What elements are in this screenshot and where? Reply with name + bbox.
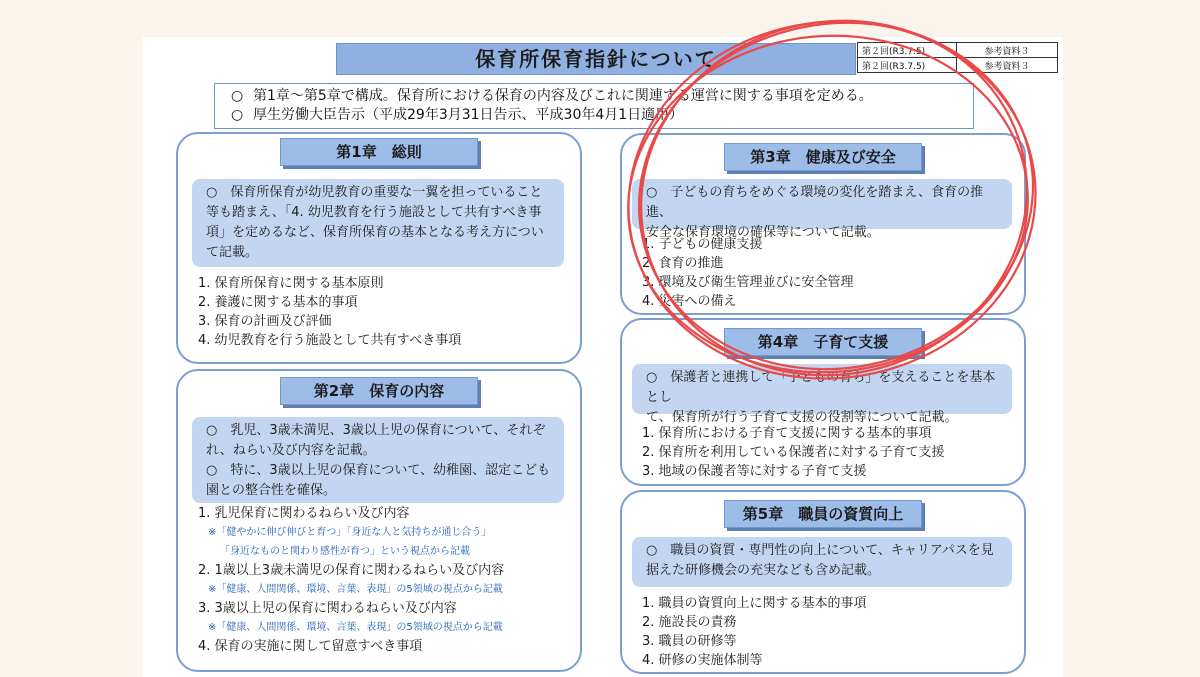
list-item: 3. 地域の保護者等に対する子育て支援 <box>642 464 867 479</box>
chapter-2-description <box>192 417 564 503</box>
intro-text: 厚生労働大臣告示（平成29年3月31日告示、平成30年4月1日適用） <box>253 107 684 123</box>
page-title: 保育所保育指針について <box>336 43 856 75</box>
chapter-5-heading: 第5章 職員の資質向上 <box>724 500 922 528</box>
chapter-3-card <box>620 133 1026 315</box>
bullet: ○ <box>231 88 244 104</box>
desc-line: れ、ねらい及び内容を記載。 <box>206 443 376 458</box>
desc-line: ○ 特に、3歳以上児の保育について、幼稚園、認定こども <box>206 463 551 478</box>
list-note: 「身近なものと関わり感性が育つ」という視点から記載 <box>220 546 470 557</box>
list-item: 3. 3歳以上児の保育に関わるねらい及び内容 <box>198 601 457 616</box>
desc-line: 等も踏まえ、「4. 幼児教育を行う施設として共有すべき事 <box>206 205 542 220</box>
intro-line <box>231 87 973 106</box>
list-item: 3. 保育の計画及び評価 <box>198 314 332 329</box>
list-item: 3. 環境及び衛生管理並びに安全管理 <box>642 275 854 290</box>
reference-row <box>858 58 1058 73</box>
list-item: 1. 保育所保育に関する基本原則 <box>198 276 384 291</box>
chapter-2-items <box>198 504 504 656</box>
list-item: 1. 子どもの健康支援 <box>642 237 763 252</box>
list-item: 4. 保育の実施に関して留意すべき事項 <box>198 639 423 654</box>
list-item: 1. 保育所における子育て支援に関する基本的事項 <box>642 426 932 441</box>
chapter-1-description <box>192 179 564 267</box>
material-cell: 参考資料３ <box>957 43 1058 58</box>
desc-line: ○ 保護者と連携して「子どもの育ち」を支えることを基本とし <box>646 370 996 405</box>
intro-line <box>231 106 973 125</box>
reference-row <box>858 43 1058 58</box>
desc-line: ○ 保育所保育が幼児教育の重要な一翼を担っていること <box>206 185 543 200</box>
list-item: 2. 保育所を利用している保護者に対する子育て支援 <box>642 445 945 460</box>
chapter-5-card <box>620 490 1026 674</box>
list-item: 1. 職員の資質向上に関する基本的事項 <box>642 596 867 611</box>
chapter-4-card <box>620 318 1026 486</box>
list-item: 1. 乳児保育に関わるねらい及び内容 <box>198 506 410 521</box>
chapter-5-items <box>642 594 867 670</box>
desc-line: ○ 子どもの育ちをめぐる環境の変化を踏まえ、食育の推進、 <box>646 185 984 220</box>
list-item: 4. 幼児教育を行う施設として共有すべき事項 <box>198 333 462 348</box>
chapter-1-items <box>198 274 461 350</box>
chapter-5-description <box>632 537 1012 587</box>
list-item: 4. 災害への備え <box>642 294 737 309</box>
desc-line: 据えた研修機会の充実なども含め記載。 <box>646 563 881 578</box>
chapter-3-description <box>632 179 1012 240</box>
chapter-4-heading: 第4章 子育て支援 <box>724 328 922 356</box>
meeting-cell: 第２回(R3.7.5) <box>858 58 957 73</box>
list-item: 3. 職員の研修等 <box>642 634 737 649</box>
chapter-4-items <box>642 424 945 481</box>
list-item: 2. 食育の推進 <box>642 256 724 271</box>
chapter-3-items <box>642 235 854 311</box>
list-item: 2. 1歳以上3歳未満児の保育に関わるねらい及び内容 <box>198 563 505 578</box>
list-item: 2. 施設長の責務 <box>642 615 737 630</box>
desc-line: ○ 職員の資質・専門性の向上について、キャリアパスを見 <box>646 543 994 558</box>
chapter-1-card <box>176 132 582 364</box>
material-cell: 参考資料３ <box>957 58 1058 73</box>
desc-line: 安全な保育環境の確保等について記載。 <box>646 225 880 240</box>
list-note: ※「健康、人間関係、環境、言葉、表現」の5領域の視点から記載 <box>208 584 503 595</box>
intro-text: 第1章～第5章で構成。保育所における保育の内容及びこれに関連する運営に関する事項を定める。 <box>253 88 873 104</box>
desc-line: て記載。 <box>206 245 259 260</box>
meeting-cell: 第２回(R3.7.5) <box>858 43 957 58</box>
chapter-2-heading: 第2章 保育の内容 <box>280 377 478 405</box>
desc-line: ○ 乳児、3歳未満児、3歳以上児の保育について、それぞ <box>206 423 546 438</box>
chapter-4-description <box>632 364 1012 425</box>
list-note: ※「健康、人間関係、環境、言葉、表現」の5領域の視点から記載 <box>208 622 503 633</box>
chapter-3-heading: 第3章 健康及び安全 <box>724 143 922 171</box>
chapter-2-card <box>176 369 582 672</box>
bullet: ○ <box>231 107 244 123</box>
intro-box <box>214 83 974 129</box>
desc-line: 項」を定めるなど、保育所保育の基本となる考え方につい <box>206 225 544 240</box>
list-item: 2. 養護に関する基本的事項 <box>198 295 358 310</box>
reference-table <box>857 42 1058 73</box>
list-item: 4. 研修の実施体制等 <box>642 653 763 668</box>
desc-line: 園との整合性を確保。 <box>206 483 337 498</box>
list-note: ※「健やかに伸び伸びと育つ」「身近な人と気持ちが通じ合う」 <box>208 527 492 538</box>
chapter-1-heading: 第1章 総則 <box>280 138 478 166</box>
desc-line: て、保育所が行う子育て支援の役割等について記載。 <box>646 410 958 425</box>
